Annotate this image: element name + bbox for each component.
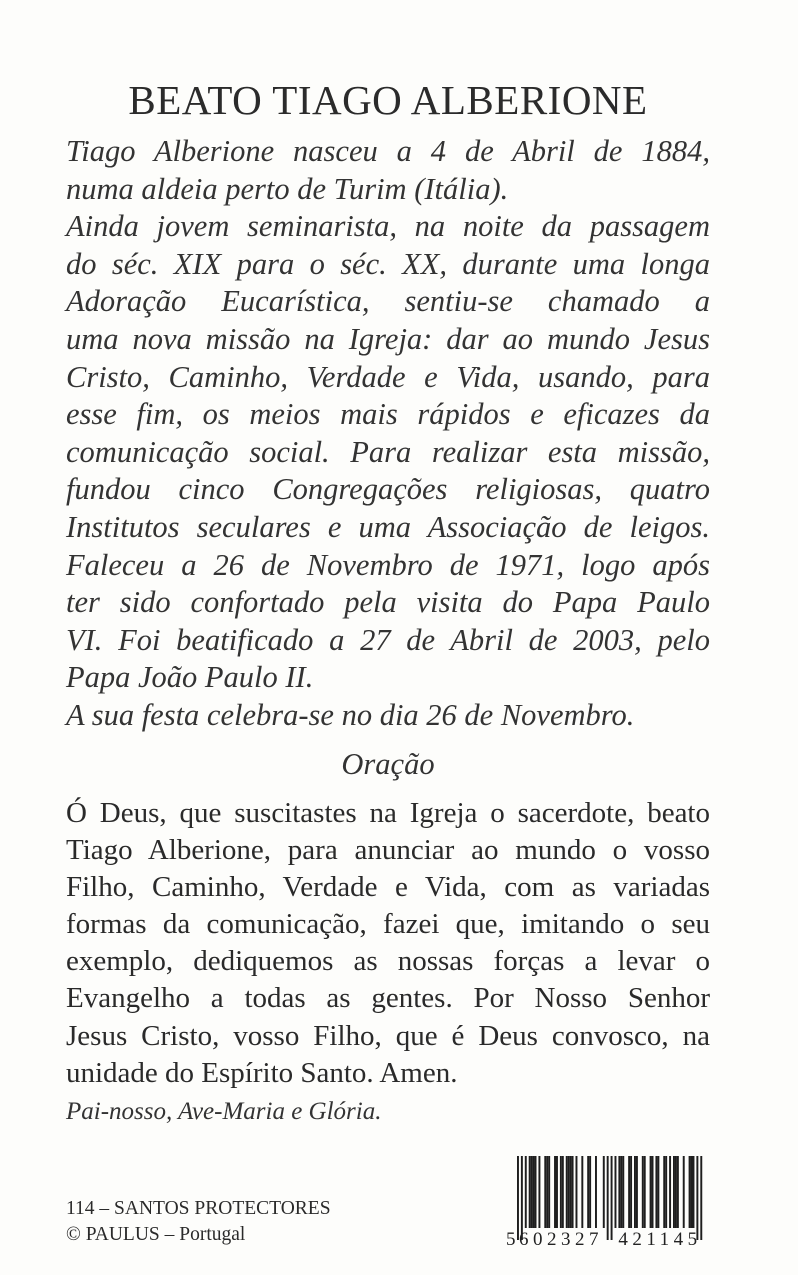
bio-line: Adoração Eucarística, sentiu-se chamado a [66,284,710,319]
barcode [503,1154,713,1250]
barcode-bar [603,1156,605,1228]
barcode-bar [677,1156,679,1228]
barcode-bar [611,1156,613,1240]
barcode-bar [644,1156,646,1228]
barcode-bar [531,1156,533,1228]
barcode-bar [615,1156,617,1228]
bio-line: VI. Foi beatificado a 27 de Abril de 2003, pelo [66,622,710,657]
barcode-bar [618,1156,620,1228]
barcode-bar [525,1156,527,1228]
barcode-bar [607,1156,609,1240]
prayer-line: Filho, Caminho, Verdade e Vida, com as variadas [66,871,710,904]
barcode-lead-digit: 5 [506,1229,516,1250]
bio-line: esse fim, os meios mais rápidos e eficazes da [66,397,710,432]
prayer-text [66,795,710,1092]
barcode-bar [544,1156,546,1228]
prayer-line: formas da comunicação, fazei que, imitando o seu [66,908,710,941]
barcode-bar [546,1156,548,1228]
barcode-bar [700,1156,702,1240]
barcode-bar [693,1156,695,1228]
prayer-line: Jesus Cristo, vosso Filho, que é Deus convosco, na [66,1019,710,1052]
prayer-line: unidade do Espírito Santo. Amen. [66,1056,458,1089]
prayer-line: Ó Deus, que suscitastes na Igreja o sacerdote, beato [66,797,710,829]
prayer-line: Tiago Alberione, para anunciar ao mundo o vosso [66,834,710,867]
barcode-right-digits: 421145 [618,1229,702,1250]
barcode-bar [576,1156,578,1228]
bio-line: Institutos seculares e uma Associação de leigos. [66,509,710,544]
barcode-bar [587,1156,589,1228]
barcode-bar [521,1156,523,1240]
bio-line: Ainda jovem seminarista, na noite da passagem [66,209,710,244]
biography [66,133,710,735]
barcode-bar [568,1156,570,1228]
bio-line: comunicação social. Para realizar esta missão, [66,434,710,469]
barcode-bar [533,1156,535,1228]
footer [66,1196,331,1248]
barcode-bar [655,1156,657,1228]
barcode-bar [634,1156,636,1228]
barcode-bar [529,1156,531,1228]
barcode-bar [665,1156,667,1228]
bio-line: A sua festa celebra-se no dia 26 de Novembro. [66,697,635,732]
barcode-bar [636,1156,638,1228]
barcode-bar [691,1156,693,1228]
barcode-bar [581,1156,583,1228]
bio-line: ter sido confortado pela visita do Papa Paulo [66,585,710,620]
barcode-bar [628,1156,630,1228]
bio-line: do séc. XIX para o séc. XX, durante uma longa [66,246,710,281]
barcode-bar [675,1156,677,1228]
barcode-bar [560,1156,562,1228]
barcode-bar [650,1156,652,1228]
bio-line: fundou cinco Congregações religiosas, quatro [66,472,710,507]
barcode-bar [538,1156,540,1228]
barcode-bar [548,1156,550,1228]
barcode-bar [683,1156,685,1228]
barcode-bar [696,1156,698,1240]
barcode-bar [642,1156,644,1228]
series-label: 114 – SANTOS PROTECTORES [66,1198,331,1219]
barcode-bar [630,1156,632,1228]
bio-line: Cristo, Caminho, Verdade e Vida, usando, para [66,359,710,394]
barcode-bar [595,1156,597,1228]
publisher-label: © PAULUS – Portugal [66,1224,246,1245]
barcode-bar [562,1156,564,1228]
barcode-bar [535,1156,537,1228]
barcode-bar [554,1156,556,1228]
prayer-line: Evangelho a todas as gentes. Por Nosso Senhor [66,982,710,1015]
bio-line: uma nova missão na Igreja: dar ao mundo Jesus [66,321,710,356]
prayer-line: exemplo, dediquemos as nossas forças a levar o [66,945,710,978]
barcode-bar [673,1156,675,1228]
bio-line: Tiago Alberione nasceu a 4 de Abril de 1884, [66,134,710,168]
prayer-heading: Oração [341,747,435,781]
barcode-bar [669,1156,671,1228]
barcode-bar [556,1156,558,1228]
barcode-bar [566,1156,568,1228]
barcode-bar [663,1156,665,1228]
barcode-bar [652,1156,654,1228]
bio-line: Faleceu a 26 de Novembro de 1971, logo após [66,547,710,582]
bio-line: Papa João Paulo II. [66,660,314,695]
barcode-bar [620,1156,622,1228]
barcode-bar [517,1156,519,1240]
page-title: BEATO TIAGO ALBERIONE [128,77,648,123]
closing-prayers: Pai-nosso, Ave-Maria e Glória. [66,1098,382,1125]
barcode-left-digits: 602327 [519,1229,603,1250]
barcode-bar [689,1156,691,1228]
barcode-bar [622,1156,624,1228]
bio-line: numa aldeia perto de Turim (Itália). [66,171,509,206]
barcode-bar [572,1156,574,1228]
barcode-bar [589,1156,591,1228]
barcode-bar [570,1156,572,1228]
barcode-bar [657,1156,659,1228]
